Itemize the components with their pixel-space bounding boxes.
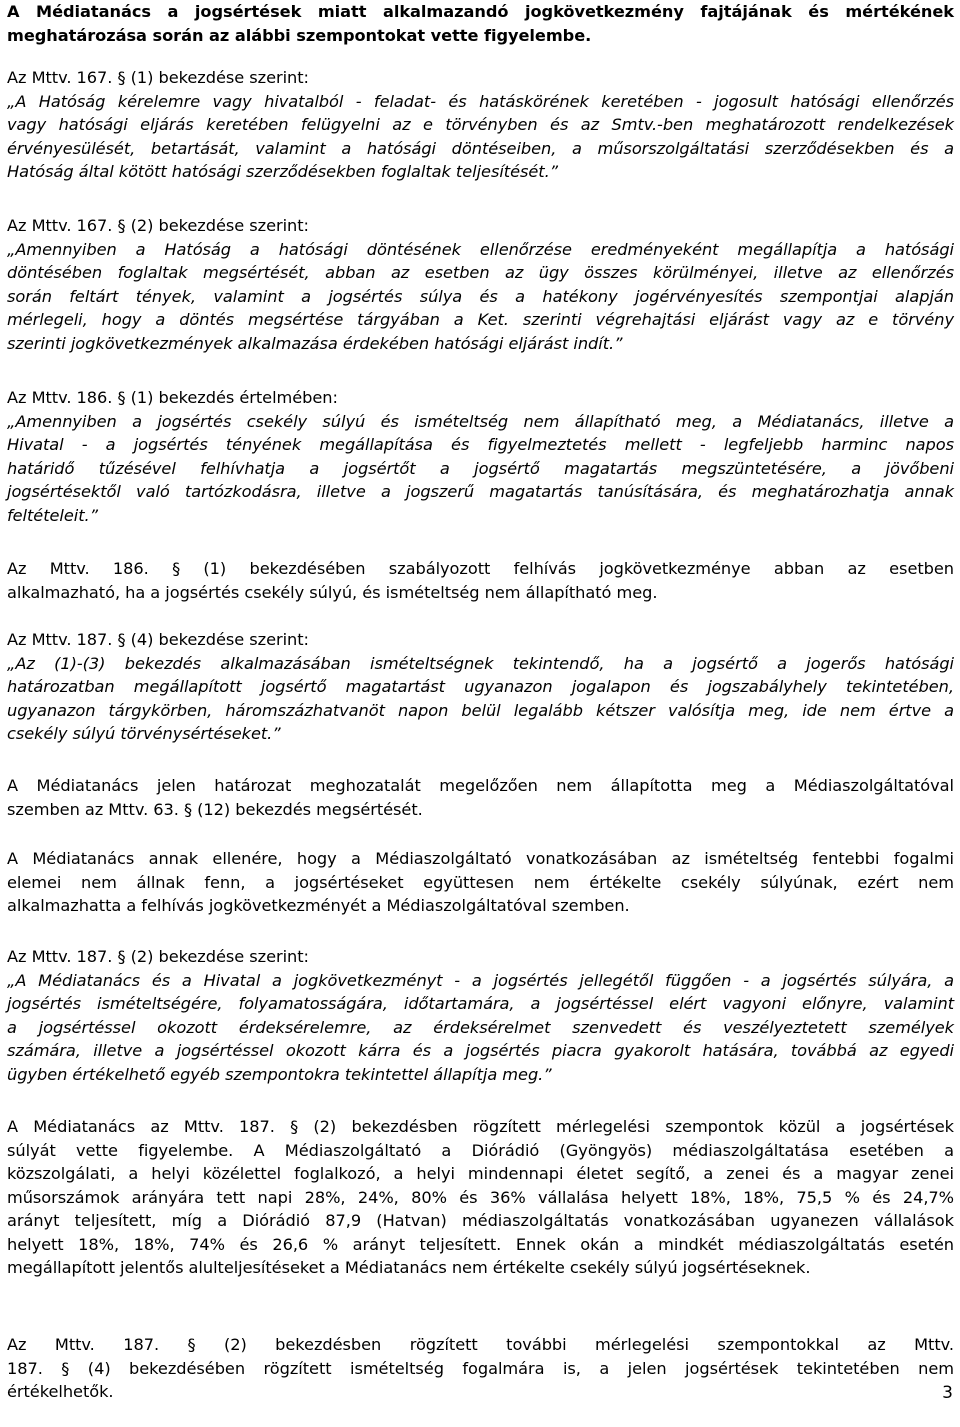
text-line: értékelhetők. (7, 1382, 114, 1401)
text-line: szemben az Mttv. 63. § (12) bekezdés megsértését. (7, 799, 423, 819)
quote-line: ügyben értékelhető egyéb szempontokra tekintettel állapítja meg.” (7, 1064, 552, 1084)
quote-line: „Amennyiben a jogsértés csekély súlyú és ismételtség nem állapítható meg, a Médiatanács, illetve a (7, 411, 954, 431)
section-heading (7, 0, 954, 47)
page-number: 3 (942, 1383, 953, 1403)
text-line: Az Mttv. 187. § (2) bekezdésben rögzített további mérlegelési szempontokkal az Mttv. (7, 1335, 954, 1354)
text-line: megállapított jelentős alulteljesítéseket a Médiatanács nem értékelte csekély súlyú jogsértéseknek. (7, 1258, 811, 1277)
quote-line: ugyanazon tárgykörben, háromszázhatvanöt napon belül legalább kétszer valósítja meg, ide nem értve a (7, 700, 954, 720)
section-intro: Az Mttv. 187. § (4) bekezdése szerint: (7, 630, 309, 649)
section-187-4 (7, 628, 954, 746)
text-line: alkalmazhatta a felhívás jogkövetkezményét a Médiaszolgáltatóval szemben. (7, 896, 630, 915)
quote-line: feltételeit.” (7, 505, 98, 525)
section-intro: Az Mttv. 167. § (2) bekezdése szerint: (7, 216, 309, 235)
text-line: helyett 18%, 18%, 74% és 26,6 % arányt teljesített. Ennek okán a mindkét médiaszolgáltatás esetén (7, 1234, 954, 1254)
text-line: arányt teljesített, míg a Diórádió 87,9 (Hatvan) médiaszolgáltatás vonatkozásában ugyanezen vállalások (7, 1211, 954, 1230)
quote-line: jogsértésektől való tartózkodásra, illetve a jogszerű magatartás tanúsítására, és meghatározhatja annak (7, 482, 954, 501)
paragraph-repeat-status (7, 774, 954, 821)
section-167-2 (7, 214, 954, 355)
quote-line: mérlegeli, hogy a döntés megsértése tárgyában a Ket. szerinti végrehajtási eljárást vagy az e törvény (7, 310, 954, 329)
text-line: közszolgálati, a helyi közélettel foglalkozó, a helyi mindennapi életet segítő, a zenei és a magyar zenei (7, 1164, 954, 1183)
quote-line: határidő tűzésével felhívhatja a jogsértőt a jogsértő magatartás megszüntetésére, a jövőbeni (7, 458, 954, 478)
quote-line: „A Hatóság kérelemre vagy hivatalból - feladat- és hatáskörének keretében - jogosult hatósági ellenőrzés (7, 91, 954, 111)
quote-line: során feltárt tények, valamint a jogsértés súlya és a hatékony jogérvényesítés szempontjai alapján (7, 286, 954, 306)
quote-line: a jogsértéssel okozott érdeksérelemre, az érdeksérelmet szenvedett és veszélyeztetett személyek (7, 1017, 954, 1037)
quote-line: szerinti jogkövetkezmények alkalmazása érdekében hatósági eljárást indít.” (7, 333, 623, 353)
quote-line: Hatóság által kötött hatósági szerződésekben foglaltak teljesítését.” (7, 162, 558, 181)
text-line: alkalmazható, ha a jogsértés csekély súlyú, és ismételtség nem állapítható meg. (7, 582, 658, 602)
section-intro: Az Mttv. 167. § (1) bekezdése szerint: (7, 68, 309, 87)
quote-line: számára, illetve a jogsértéssel okozott kárra és a jogsértés piacra gyakorolt hatására, továbbá az egyedi (7, 1041, 954, 1060)
section-167-1 (7, 66, 954, 184)
text-line: A Médiatanács jelen határozat meghozatalát megelőzően nem állapította meg a Médiaszolgáltatóval (7, 776, 954, 795)
text-line: A Médiatanács az Mttv. 187. § (2) bekezdésben rögzített mérlegelési szempontok közül a jogsértések (7, 1117, 954, 1136)
quote-line: „Az (1)-(3) bekezdés alkalmazásában ismételtségnek tekintendő, ha a jogsértő a jogerős hatósági (7, 653, 954, 673)
section-186-1 (7, 386, 954, 527)
quote-line: csekély súlyú törvénysértéseket.” (7, 724, 281, 743)
text-line: A Médiatanács annak ellenére, hogy a Médiaszolgáltató vonatkozásában az ismételtség fentebbi fogalmi (7, 849, 954, 868)
section-187-2 (7, 945, 954, 1086)
quote-line: jogsértés ismételtségére, folyamatosságára, időtartamára, a jogsértéssel elért vagyoni előnyre, valamint (7, 994, 954, 1013)
text-line: elemei nem állnak fenn, a jogsértéseket együttesen nem értékelte csekély súlyúnak, ezért nem (7, 872, 954, 892)
text-line: súlyát vette figyelembe. A Médiaszolgáltató a Diórádió (Gyöngyös) médiaszolgáltatása esetében a (7, 1140, 954, 1160)
paragraph-despite (7, 847, 954, 918)
quote-line: döntésében foglaltak megsértését, abban az esetben az ügy összes körülményei, illetve az ellenőrzés (7, 263, 954, 282)
text-line: műsorszámok arányára tett napi 28%, 24%, 80% és 36% vállalása helyett 18%, 18%, 75,5 % és 24,7% (7, 1187, 954, 1207)
quote-line: „A Médiatanács és a Hivatal a jogkövetkezményt - a jogsértés jellegétől függően - a jogsértés súlyára, a (7, 970, 954, 990)
section-intro: Az Mttv. 186. § (1) bekezdés értelmében: (7, 388, 338, 407)
heading-line-1: A Médiatanács a jogsértések miatt alkalmazandó jogkövetkezmény fajtájának és mértékének (7, 2, 954, 21)
paragraph-186-plain (7, 557, 954, 604)
quote-line: Hivatal - a jogsértés tényének megállapítása és figyelmeztetés mellett - legfeljebb harminc napos (7, 435, 954, 454)
text-line: 187. § (4) bekezdésében rögzített ismételtség fogalmára is, a jelen jogsértések tekintetében nem (7, 1358, 954, 1378)
paragraph-final (7, 1333, 954, 1404)
quote-line: érvényesülését, betartását, valamint a hatósági döntéseiben, a műsorszolgáltatási szerződésekben és a (7, 138, 954, 158)
section-intro: Az Mttv. 187. § (2) bekezdése szerint: (7, 947, 309, 966)
quote-line: határozatban megállapított jogsértő magatartást ugyanazon jogalapon és jogszabályhely tekintetében, (7, 677, 954, 696)
text-line: Az Mttv. 186. § (1) bekezdésében szabályozott felhívás jogkövetkezménye abban az esetben (7, 559, 954, 578)
paragraph-considered (7, 1115, 954, 1280)
quote-line: vagy hatósági eljárás keretében felügyelni az e törvényben és az Smtv.-ben meghatározott rendelkezések (7, 115, 954, 134)
heading-line-2: meghatározása során az alábbi szempontokat vette figyelembe. (7, 25, 592, 45)
quote-line: „Amennyiben a Hatóság a hatósági döntésének ellenőrzése eredményeként megállapítja a hatósági (7, 239, 954, 259)
